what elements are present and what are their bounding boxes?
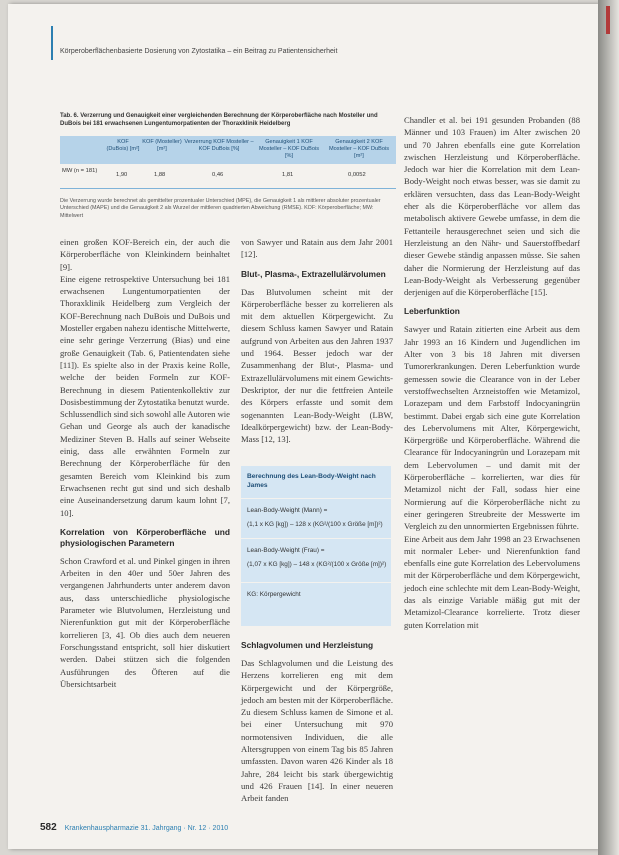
table-row-label: MW (n = 181) <box>62 168 98 174</box>
table-header-cell: Genauigkeit 2 KOF Mosteller – KOF DuBois [m²] <box>329 139 389 159</box>
text-column-3 <box>404 114 580 631</box>
divider <box>241 582 391 583</box>
formula-line: (1,07 x KG [kg]) – 148 x (KG²/(100 x Größe [m])²) <box>247 561 387 568</box>
paragraph: einen großen KOF-Bereich ein, der auch die Körperoberfläche von Kleinkindern beinhaltet [9]. <box>60 237 230 272</box>
formula-box-title: Berechnung des Lean-Body-Weight nach James <box>247 473 376 489</box>
page-number: 582 <box>40 822 57 833</box>
page-footer <box>40 822 228 833</box>
section-heading: Blut-, Plasma-, Extrazellulärvolumen <box>241 268 386 279</box>
paragraph: Schon Crawford et al. und Pinkel gingen in ihren Arbeiten in den 40er und 50er Jahren des vergangenen Jahrhunderts unter anderem davon aus, dass unterschiedliche physiologische Parameter wie Blutvolumen, Herzleistung und Nierenfunktion gut mit der Körperoberfläche korrelieren [3, 4]. Ob dies auch dem neueren Forschungsstand entspricht, soll hier diskutiert werden. Dabei stützen sich die folgenden Ausführungen des Öfteren auf die Übersichtsarbeit <box>60 555 230 689</box>
table-footnote: Die Verzerrung wurde berechnet als gemittelter prozentualer Unterschied (MPE), die Genauigkeit 1 als mittlerer absoluter prozentualer Unterschied (MAPE) und die Genauigkeit 2 als Wurzel der mittleren quadrierten Abweichung (RMSE). KOF: Körperoberfläche; MW: Mittelwert <box>60 198 381 219</box>
header-accent-line <box>51 26 53 60</box>
divider <box>241 538 391 539</box>
table-row <box>60 164 396 189</box>
table-header-cell: KOF (DuBois) [m²] <box>106 139 140 152</box>
paragraph: Schlussendlich sind sich sowohl alle Autoren wie Gehan und George als auch der kanadische Mediziner Steven B. Halls auf seiner Webseite einig, dass alle erwähnten Formeln zur Berechnung der Körperoberfläche für den gesamten Bereich vom Kleinkind bis zum Erwachsenen recht gut sind und sich deshalb eine Auseinandersetzung darum kaum lohnt [7, 10]. <box>60 409 230 518</box>
table-cell: 0,46 <box>212 172 224 178</box>
formula-box <box>241 466 391 626</box>
formula-line: Lean-Body-Weight (Mann) = <box>247 507 328 514</box>
formula-box-note: KG: Körpergewicht <box>247 591 301 598</box>
page-edge-marker <box>606 6 610 34</box>
paragraph: von Sawyer und Ratain aus dem Jahr 2001 [12]. <box>241 237 393 260</box>
section-heading: Korrelation von Körperoberfläche und physiologischen Parametern <box>60 526 230 548</box>
document-page <box>8 4 598 849</box>
section-heading: Leberfunktion <box>404 306 460 317</box>
table-cell: 1,88 <box>154 172 166 178</box>
table-header-cell: KOF (Mosteller) [m²] <box>142 139 182 152</box>
table-cell: 1,81 <box>282 172 294 178</box>
paragraph: Eine eigene retrospektive Untersuchung bei 181 erwachsenen Lungentumorpatienten der Thoraxklinik Heidelberg zum Vergleich der KOF-Berechnung nach DuBois und DuBois und Mosteller ergaben nahezu identische Mittelwerte, eine sehr geringe Verzerrung (Bias) und eine große Genauigkeit (Tab. 6, Patientendaten siehe [11]). Es spielte also in der Praxis keine Rolle, welche der beiden Formeln zur KOF-Berechnung in diesem Patientenkollektiv zur Dosisbestimmung der Zytostatika benutzt wurde. <box>60 273 230 407</box>
table-header-cell: Verzerrung KOF Mosteller – KOF DuBois [%] <box>184 139 254 152</box>
text-column-1 <box>60 236 230 690</box>
formula-line: (1,1 x KG [kg]) – 128 x (KG²/(100 x Größe [m])²) <box>247 521 383 528</box>
paragraph: Das Blutvolumen scheint mit der Körperoberfläche besser zu korrelieren als mit dem aktuellen Körpergewicht. Zu diesem Schluss kamen Sawyer und Ratain aufgrund von Arbeiten aus den Jahren 1937 und 1964. Besser jedoch war der Zusammenhang der Blut-, Plasma- und Extrazellulärvolumens mit einem Gewichts-Deskriptor, der nur die fettfreien Anteile des Körpers erfasste und somit dem sogenannten Lean-Body-Weight (LBW, Idealkörpergewicht) bzw. der Lean-Body-Mass [12, 13]. <box>241 286 394 445</box>
text-column-2-lower <box>241 632 393 805</box>
text-column-2 <box>241 236 393 445</box>
table-header-cell: Genauigkeit 1 KOF Mosteller – KOF DuBois [%] <box>259 139 319 159</box>
paragraph: Das Schlagvolumen und die Leistung des Herzens korrelieren eng mit dem Körpergewicht und der Körpergröße, jedoch am besten mit der Körperoberfläche. Zu diesem Schluss kamen de Simone et al. bei einer Untersuchung mit 970 normotensiven Individuen, die alle Altersgruppen von einem Tag bis 85 Jahren umfassten. Davon waren 426 Kinder als 18 Jahre, 284 leicht bis stark übergewichtig und 426 Frauen [14]. In einer neueren Arbeit fanden <box>241 658 393 804</box>
adjacent-page-edge <box>598 0 619 855</box>
paragraph: Chandler et al. bei 191 gesunden Probanden (88 Männer und 103 Frauen) im Alter zwischen 20 und 70 Jahren ebenfalls eine gute Korrelation zwischen Herzleistung und Körperoberfläche. Jedoch war hier die Korrelation mit dem Lean-Body-Weight noch etwas besser, was sie damit zu erklären versuchten, dass das Lean-Body-Weight eher als die Körperoberfläche vor allem das metabolisch aktivere Gewebe umfasse, in dem die Fettanteile herausgerechnet seien und sich die Herzleistung an den Nähr- und Sauerstoffbedarf dieser Gewebe ständig anpassen müsse. Sie sahen daher die Normierung der Herzleistung auf das Lean-Body-Weight als Verbesserung gegenüber derjenigen auf die Körperoberfläche [15]. <box>404 115 580 298</box>
running-header: Körperoberflächenbasierte Dosierung von Zytostatika – ein Beitrag zu Patientensicherheit <box>60 48 338 55</box>
data-table <box>60 136 396 189</box>
table-cell: 1,90 <box>116 172 128 178</box>
table-caption: Tab. 6. Verzerrung und Genauigkeit einer vergleichenden Berechnung der Körperoberfläche nach Mosteller und DuBois bei 181 erwachsenen Lungentumorpatienten der Thoraxklinik Heidelberg <box>60 113 378 128</box>
paragraph: Sawyer und Ratain zitierten eine Arbeit aus dem Jahr 1993 an 16 Kindern und Jugendlichen im Alter von 3 bis 18 Jahren mit diversen Tumorerkrankungen. Deren Leberfunktion wurde gemessen sowie die Clearance von in der Leber verstoffwechselten Arzneistoffen wie Metamizol, Lorazepam und dem Farbstoff Indocyaningrün bestimmt. Dabei ergab sich eine gute Korrelation des Lebervolumens mit Alter, Körpergewicht, Körpergröße und Körperoberfläche. Während die Clearance für Indocyaningrün und Lorazepam mit dem Lebervolumen – und damit mit der Körperoberfläche – korrelierten, war dies für Metamizol nicht der Fall, sodass hier eine Normierung auf die Körperoberfläche nicht zu einer geringeren Streubreite der Messwerte im Vergleich zu den unnormierten Ergebnissen führte. <box>404 324 580 532</box>
journal-citation: Krankenhauspharmazie 31. Jahrgang · Nr. 12 · 2010 <box>64 825 229 832</box>
table-cell: 0,0052 <box>348 172 366 178</box>
formula-line: Lean-Body-Weight (Frau) = <box>247 547 325 554</box>
divider <box>241 498 391 499</box>
table-header-row <box>60 136 396 164</box>
section-heading: Schlagvolumen und Herzleistung <box>241 640 374 650</box>
paragraph: Eine Arbeit aus dem Jahr 1998 an 23 Erwachsenen mit normaler Leber- und Nierenfunktion fand ebenfalls eine gute Korrelation des Lebervolumens mit der Körperoberfläche und dem Körpergewicht, jedoch eine schlechte mit dem Lean-Body-Weight, das als einzige Variable mäßig gut mit der Metamizol-Clearance korrelierte. Trotz dieser guten Korrelation mit <box>404 533 580 630</box>
